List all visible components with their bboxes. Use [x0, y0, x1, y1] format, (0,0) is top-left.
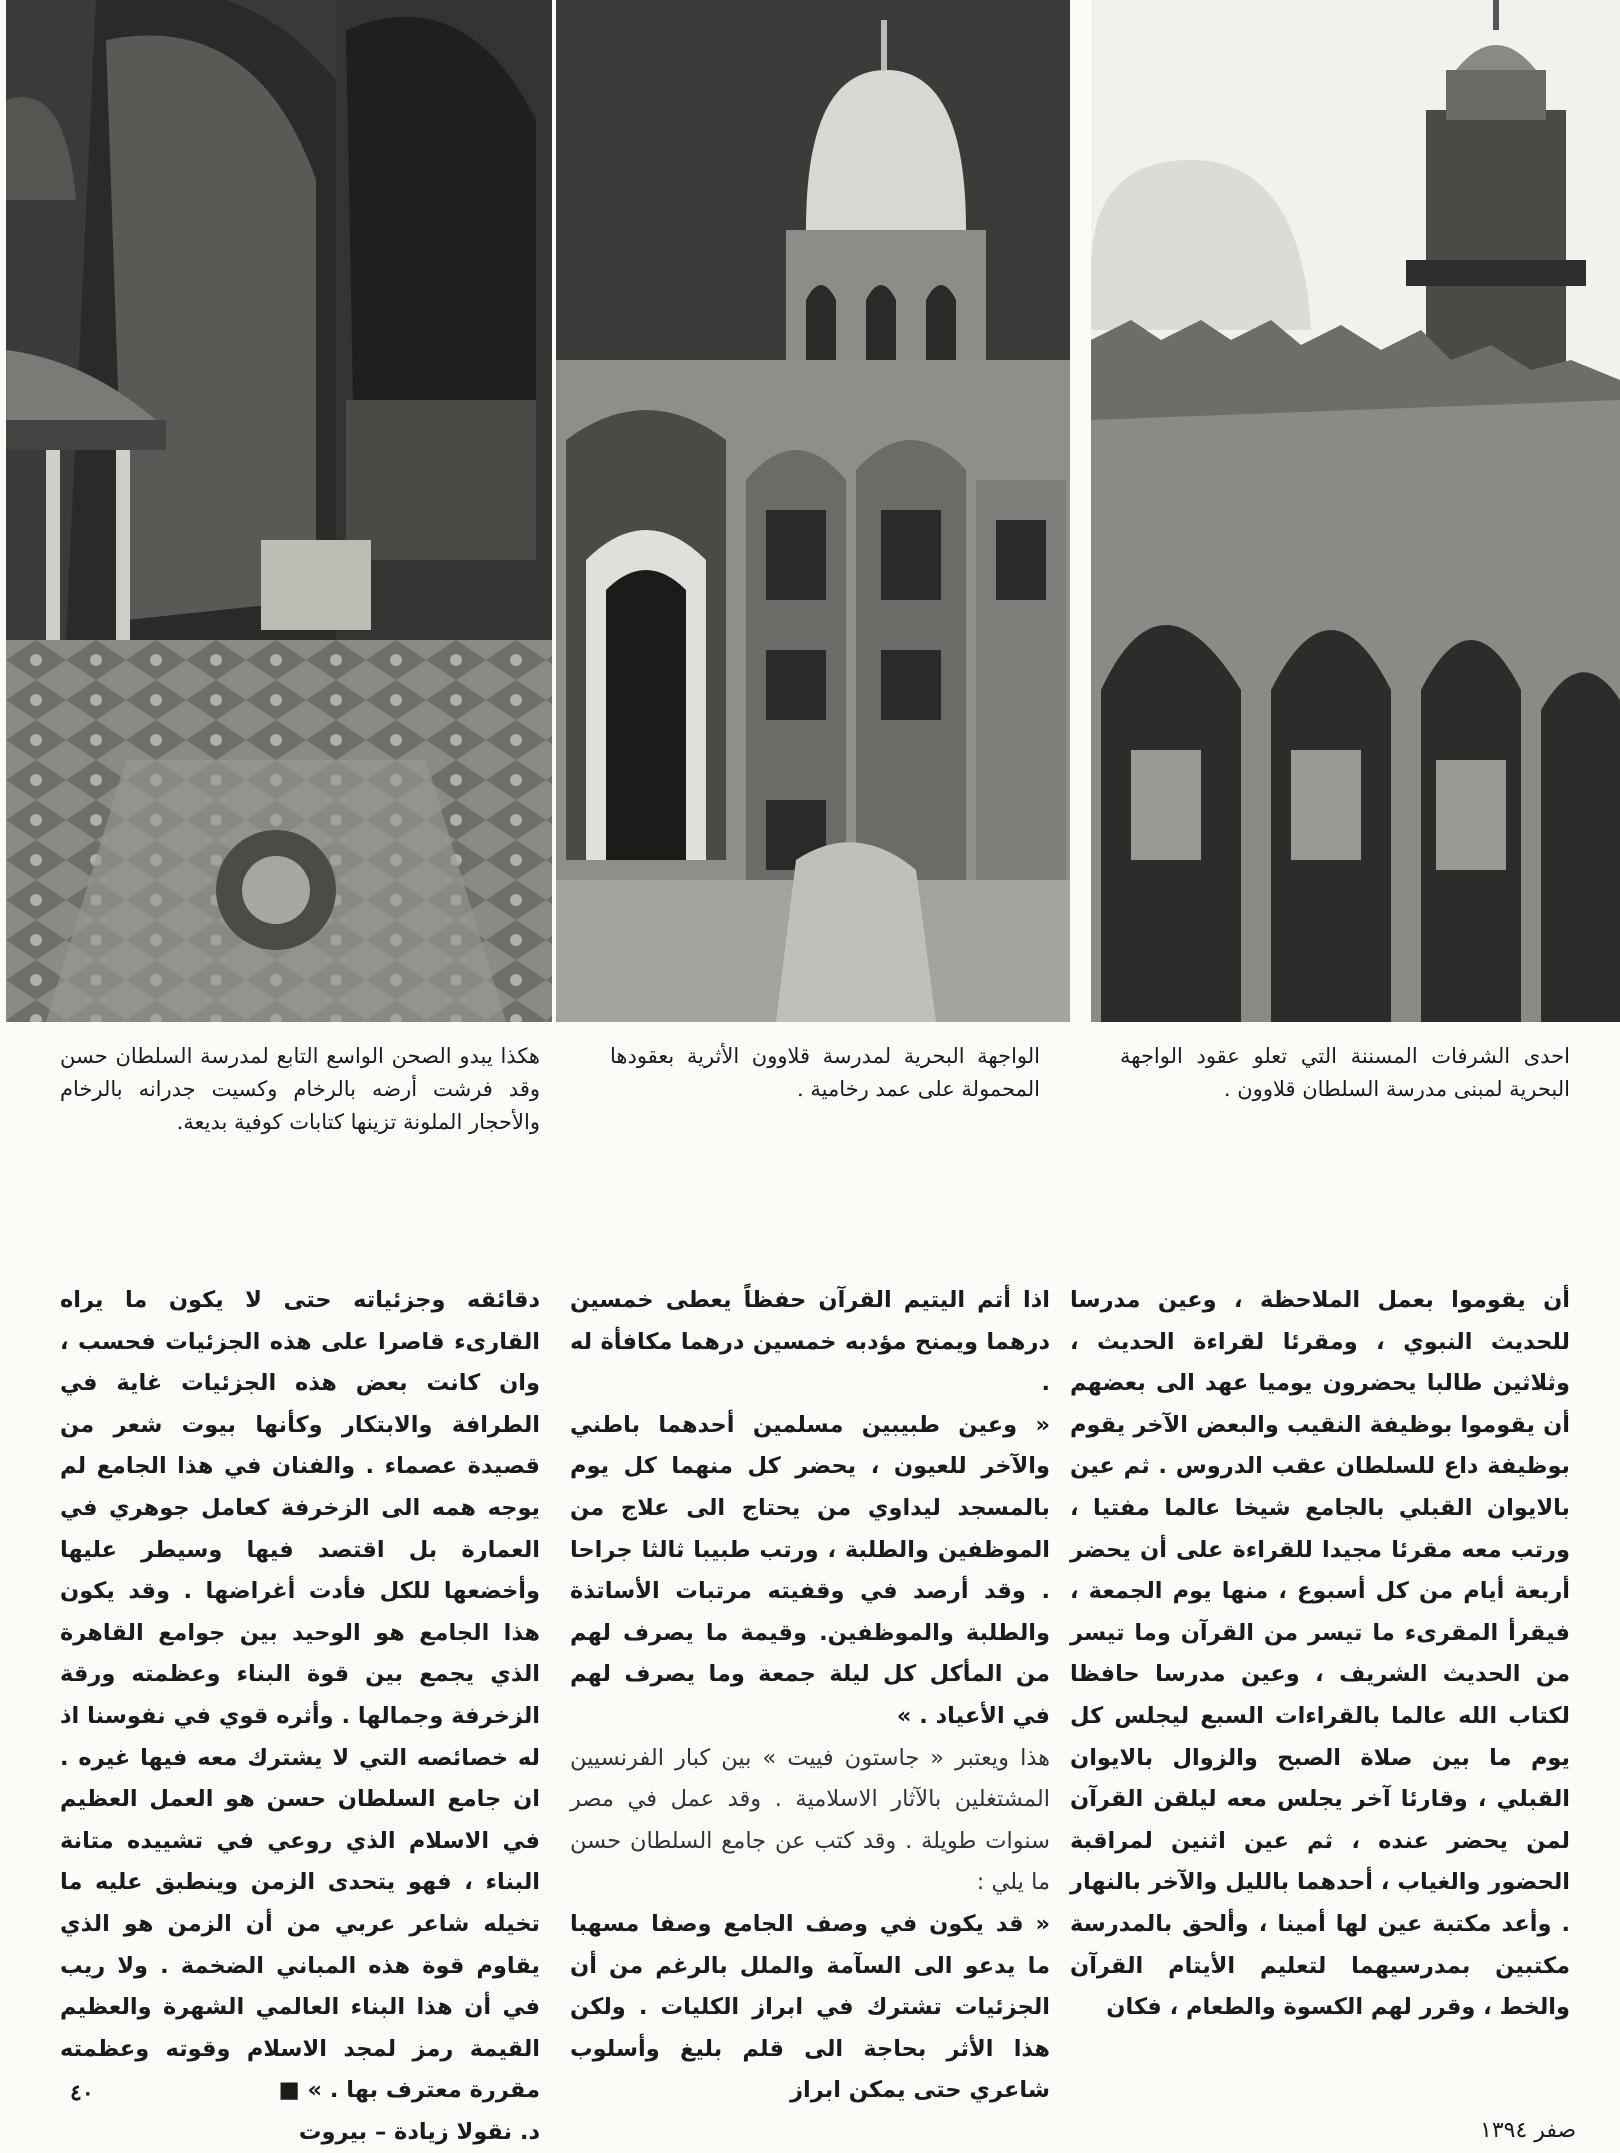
article-paragraph: اذا أتم اليتيم القرآن حفظاً يعطى خمسين درهما ويمنح مؤدبه خمسين درهما مكافأة له . — [570, 1287, 1050, 1397]
article-paragraph: دقائقه وجزئياته حتى لا يكون ما يراه القارىء قاصرا على هذه الجزئيات فحسب ، وان كانت بعض هذه الجزئيات غاية في الطرافة والابتكار وكأنها بيوت شعر من قصيدة عصماء . والفنان في هذا الجامع لم يوجه همه الى الزخرفة كعامل جوهري في العمارة بل اقتصد فيها وسيطر عليها وأخضعها للكل فأدت أغراضها . وقد يكون هذا الجامع هو الوحيد بين جوامع القاهرة الذي يجمع بين قوة البناء وعظمته ورقة الزخرفة وجمالها . وأثره قوي في نفوسنا اذ له خصائصه التي لا يشترك معه فيها غيره . ان جامع السلطان حسن هو العمل العظيم في الاسلام الذي روعي في تشييده متانة البناء ، فهو يتحدى الزمن وينطبق عليه ما تخيله شاعر عربي من أن الزمن هو الذي يقاوم قوة هذه المباني الضخمة . ولا ريب في أن هذا البناء العالمي الشهرة والعظيم القيمة رمز لمجد الاسلام وقوته وعظمته مقررة معترف بها . » ■ — [60, 1287, 540, 2104]
article-paragraph: هذا ويعتبر « جاستون فييت » بين كبار الفرنسيين المشتغلين بالآثار الاسلامية . وقد عمل في مصر سنوات طويلة . وقد كتب عن جامع السلطان حسن ما يلي : — [570, 1744, 1050, 1896]
article-column-2 — [570, 1280, 1050, 2112]
page-number: ٤٠ — [70, 2080, 94, 2106]
article-paragraph: « قد يكون في وصف الجامع وصفا مسهبا ما يدعو الى السآمة والملل بالرغم من أن الجزئيات تشترك في ابراز الكليات . ولكن هذا الأثر بحاجة الى قلم بليغ وأسلوب شاعري حتى يمكن ابراز — [570, 1910, 1050, 2104]
issue-date: صفر ١٣٩٤ — [1480, 2118, 1577, 2143]
article-paragraph: أن يقوموا بعمل الملاحظة ، وعين مدرسا للحديث النبوي ، ومقرئا لقراءة الحديث ، وثلاثين طالبا يحضرون يوميا عهد الى بعضهم أن يقوموا بوظيفة النقيب والبعض الآخر يقوم بوظيفة داع للسلطان عقب الدروس . ثم عين بالايوان القبلي بالجامع شيخا عالما مفتيا ، ورتب معه مقرئا مجيدا للقراءة على أن يحضر أربعة أيام من كل أسبوع ، منها يوم الجمعة ، فيقرأ المقرىء ما تيسر من القرآن وما تيسر من الحديث الشريف ، وعين مدرسا حافظا لكتاب الله عالما بالقراءات السبع ليجلس كل يوم ما بين صلاة الصبح والزوال بالايوان القبلي ، وقارئا آخر يجلس معه ليلقن القرآن لمن يحضر عنده ، ثم عين اثنين لمراقبة الحضور والغياب ، أحدهما بالليل والآخر بالنهار . وأعد مكتبة عين لها أمينا ، وألحق بالمدرسة مكتبين بمدرسيهما لتعليم الأيتام القرآن والخط ، وقرر لهم الكسوة والطعام ، فكان — [1070, 1287, 1570, 2021]
caption-facade: الواجهة البحرية لمدرسة قلاوون الأثرية بعقودها المحمولة على عمد رخامية . — [610, 1044, 1040, 1101]
caption-minaret: احدى الشرفات المسننة التي تعلو عقود الواجهة البحرية لمبنى مدرسة السلطان قلاوون . — [1120, 1044, 1570, 1101]
author-signature: د. نقولا زيادة – بيروت — [298, 2118, 540, 2145]
article-column-1 — [1070, 1280, 1570, 2029]
article-column-3 — [60, 1280, 540, 2153]
photo-qalawun-facade — [556, 0, 1070, 1022]
caption-courtyard: هكذا يبدو الصحن الواسع التابع لمدرسة السلطان حسن وقد فرشت أرضه بالرخام وكسيت جدرانه بالرخام والأحجار الملونة تزينها كتابات كوفية بديعة. — [60, 1044, 540, 1134]
photo-qalawun-minaret — [1091, 0, 1620, 1022]
photo-courtyard — [6, 0, 552, 1022]
article-paragraph: « وعين طبيبين مسلمين أحدهما باطني والآخر للعيون ، يحضر كل منهما كل يوم بالمسجد ليداوي من يحتاج الى علاج من الموظفين والطلبة ، ورتب طبيبا ثالثا جراحا . وقد أرصد في وقفيته مرتبات الأساتذة والطلبة والموظفين. وقيمة ما يصرف لهم من المأكل كل ليلة جمعة وما يصرف لهم في الأعياد . » — [570, 1411, 1050, 1729]
